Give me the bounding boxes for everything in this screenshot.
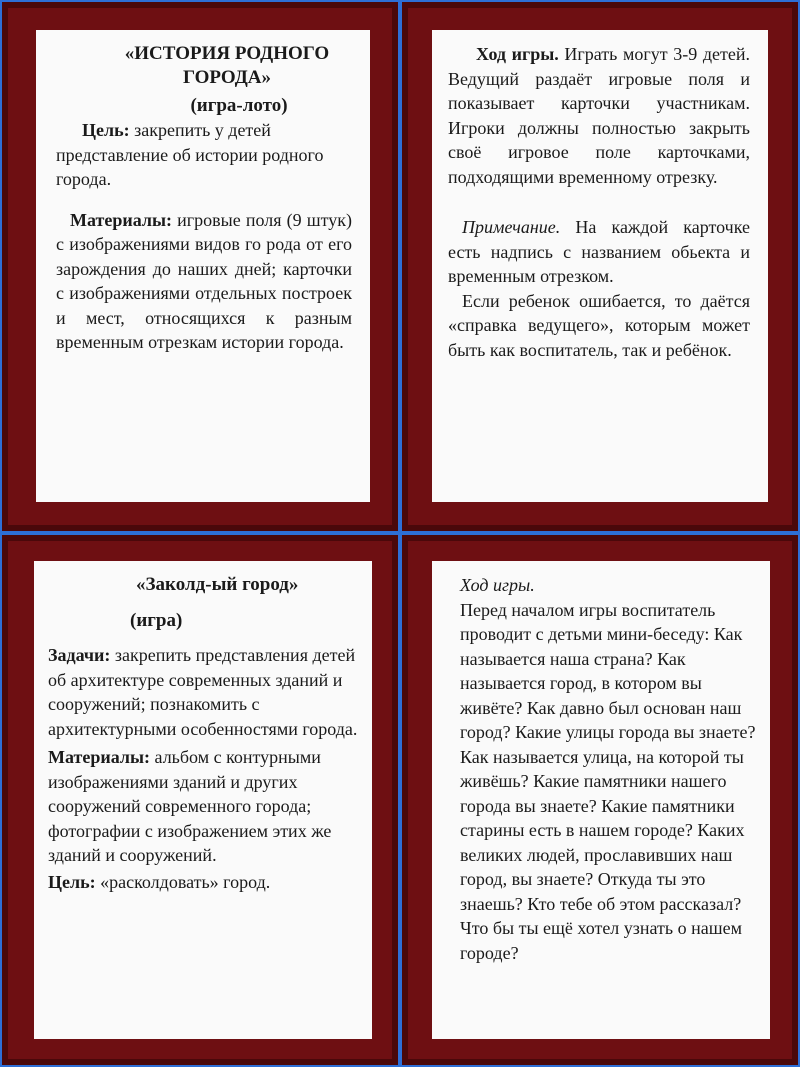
materials-text: игровые поля (9 штук) с изображениями видов го рода от его зарождения до наших дней; карточки с изображениями отдельных построек и мест, относящихся к разным временным отрезкам истории города. xyxy=(56,209,352,352)
materials-paragraph xyxy=(56,208,352,355)
note-label: Примечание. xyxy=(462,217,561,237)
goal-text: «расколдовать» город. xyxy=(95,871,271,892)
goal-label: Цель: xyxy=(82,120,130,140)
card-content xyxy=(36,30,370,502)
card-title: «Заколд-ый город» xyxy=(136,574,299,595)
note-text: На каждой карточке есть надпись с названием обьекта и временным отрезком. xyxy=(448,217,750,286)
card-history-lotto xyxy=(0,0,400,533)
tasks-paragraph xyxy=(48,643,362,741)
card-content xyxy=(432,561,770,1039)
materials-label: Материалы: xyxy=(48,747,151,767)
course-heading: Ход игры. xyxy=(460,575,535,595)
card-history-lotto-rules xyxy=(400,0,800,533)
card-title: «ИСТОРИЯ РОДНОГО ГОРОДА» xyxy=(124,43,330,88)
goal-text: закрепить у детей представление об истории родного города. xyxy=(56,120,324,189)
card-content xyxy=(432,30,768,502)
tasks-label: Задачи: xyxy=(48,645,111,665)
course-label: Ход игры. xyxy=(476,44,559,64)
card-subtitle: (игра) xyxy=(130,610,183,631)
goal-paragraph xyxy=(48,870,362,895)
materials-label: Материалы: xyxy=(70,209,173,230)
goal-paragraph xyxy=(56,118,352,192)
tasks-text: закрепить представления детей об архитектуре современных зданий и сооружений; познакомить с архитектурными особенностями города. xyxy=(48,645,358,739)
course-text: Перед началом игры воспитатель проводит с детьми мини-беседу: Как называется наша страна? Как называется город, в котором вы живёте? Как давно был основан наш город? Какие улицы города вы знаете? Как называется улица, на которой ты живёшь? Какие памятники нашего города вы знаете? Какие памятники старины есть в нашем городе? Каких великих людей, прославивших наш город, вы знаете? Откуда ты это знаешь? Кто тебе об этом рассказал? Что бы ты ещё хотел узнать о нашем городе? xyxy=(460,599,756,963)
card-subtitle: (игра-лото) xyxy=(190,95,288,116)
note-paragraph xyxy=(448,215,750,289)
course-text: Играть могут 3-9 детей. Ведущий раздаёт игровые поля и показывает карточки участникам. Игроки должны полностью закрыть своё игровое поле карточками, подходящими временному отрезку. xyxy=(448,44,750,187)
card-enchanted-city-rules xyxy=(400,533,800,1067)
card-content xyxy=(34,561,372,1039)
note-paragraph-2: Если ребенок ошибается, то даётся «справка ведущего», которым может быть как воспитатель, так и ребёнок. xyxy=(448,290,750,360)
materials-paragraph xyxy=(48,745,362,868)
goal-label: Цель: xyxy=(48,871,96,892)
materials-text: альбом с контурными изображениями зданий и других сооружений современного города; фотографии с изображением этих же зданий и сооружений. xyxy=(48,747,332,865)
course-paragraph xyxy=(448,42,750,189)
card-enchanted-city xyxy=(0,533,400,1067)
